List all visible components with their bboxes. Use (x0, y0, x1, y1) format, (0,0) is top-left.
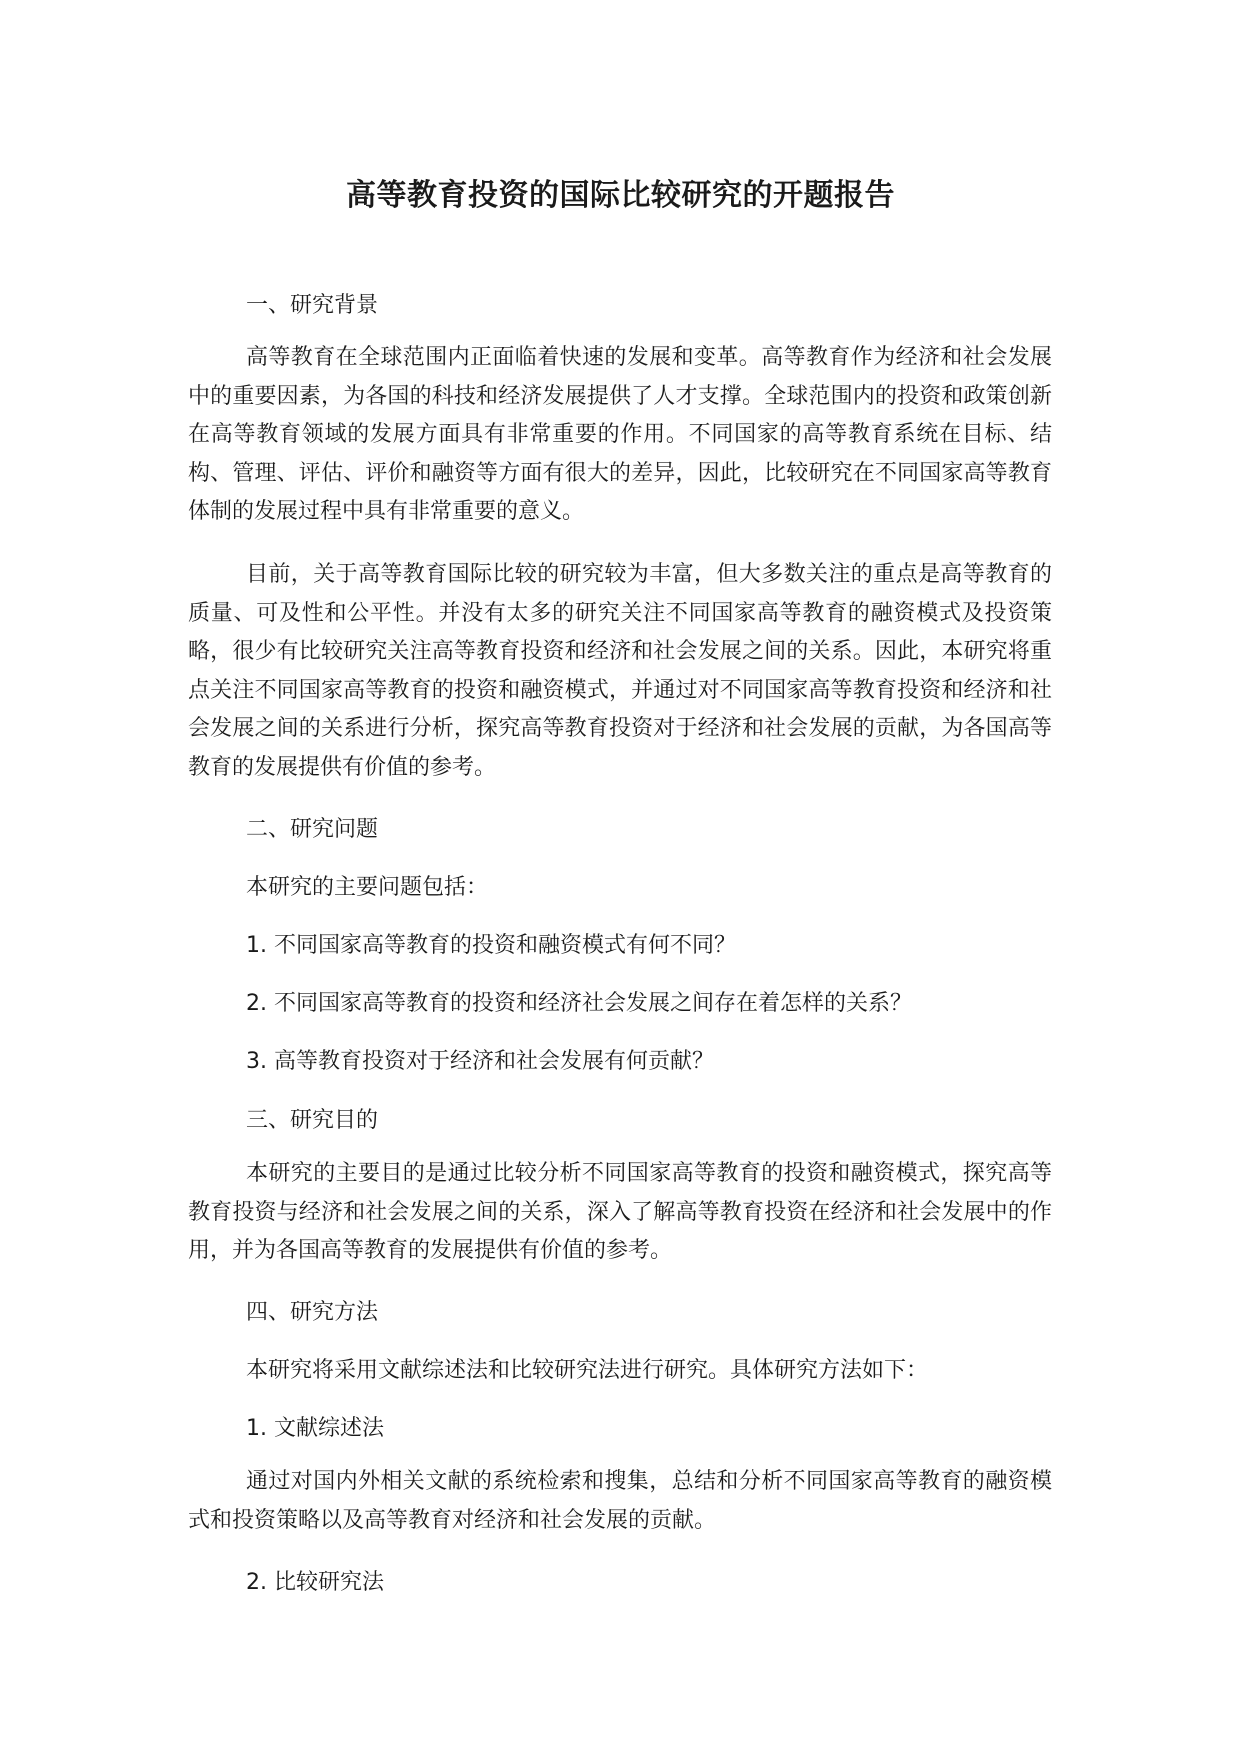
questions-intro: 本研究的主要问题包括： (246, 875, 489, 900)
section-heading-methods: 四、研究方法 (246, 1300, 379, 1325)
purpose-paragraph: 本研究的主要目的是通过比较分析不同国家高等教育的投资和融资模式，探究高等教育投资与经济和社会发展之间的关系，深入了解高等教育投资在经济和社会发展中的作用，并为各国高等教育的发展提供有价值的参考。 (188, 1161, 1052, 1263)
background-paragraph-1: 高等教育在全球范围内正面临着快速的发展和变革。高等教育作为经济和社会发展中的重要因素，为各国的科技和经济发展提供了人才支撑。全球范围内的投资和政策创新在高等教育领域的发展方面具有非常重要的作用。不同国家的高等教育系统在目标、结构、管理、评估、评价和融资等方面有很大的差异，因此，比较研究在不同国家高等教育体制的发展过程中具有非常重要的意义。 (188, 345, 1052, 524)
document-title: 高等教育投资的国际比较研究的开题报告 (346, 178, 895, 213)
method-2-title: 2. 比较研究法 (246, 1570, 384, 1595)
question-item-1: 1. 不同国家高等教育的投资和融资模式有何不同？ (246, 933, 736, 958)
method-1-title: 1. 文献综述法 (246, 1416, 384, 1441)
question-item-3: 3. 高等教育投资对于经济和社会发展有何贡献？ (246, 1049, 714, 1074)
section-heading-questions: 二、研究问题 (246, 817, 379, 842)
background-paragraph-2: 目前，关于高等教育国际比较的研究较为丰富，但大多数关注的重点是高等教育的质量、可及性和公平性。并没有太多的研究关注不同国家高等教育的融资模式及投资策略，很少有比较研究关注高等教育投资和经济和社会发展之间的关系。因此，本研究将重点关注不同国家高等教育的投资和融资模式，并通过对不同国家高等教育投资和经济和社会发展之间的关系进行分析，探究高等教育投资对于经济和社会发展的贡献，为各国高等教育的发展提供有价值的参考。 (188, 562, 1052, 780)
method-1-text: 通过对国内外相关文献的系统检索和搜集，总结和分析不同国家高等教育的融资模式和投资策略以及高等教育对经济和社会发展的贡献。 (188, 1469, 1052, 1533)
section-heading-background: 一、研究背景 (246, 293, 379, 318)
methods-intro: 本研究将采用文献综述法和比较研究法进行研究。具体研究方法如下： (246, 1358, 929, 1383)
section-heading-purpose: 三、研究目的 (246, 1108, 379, 1133)
question-item-2: 2. 不同国家高等教育的投资和经济社会发展之间存在着怎样的关系？ (246, 991, 912, 1016)
